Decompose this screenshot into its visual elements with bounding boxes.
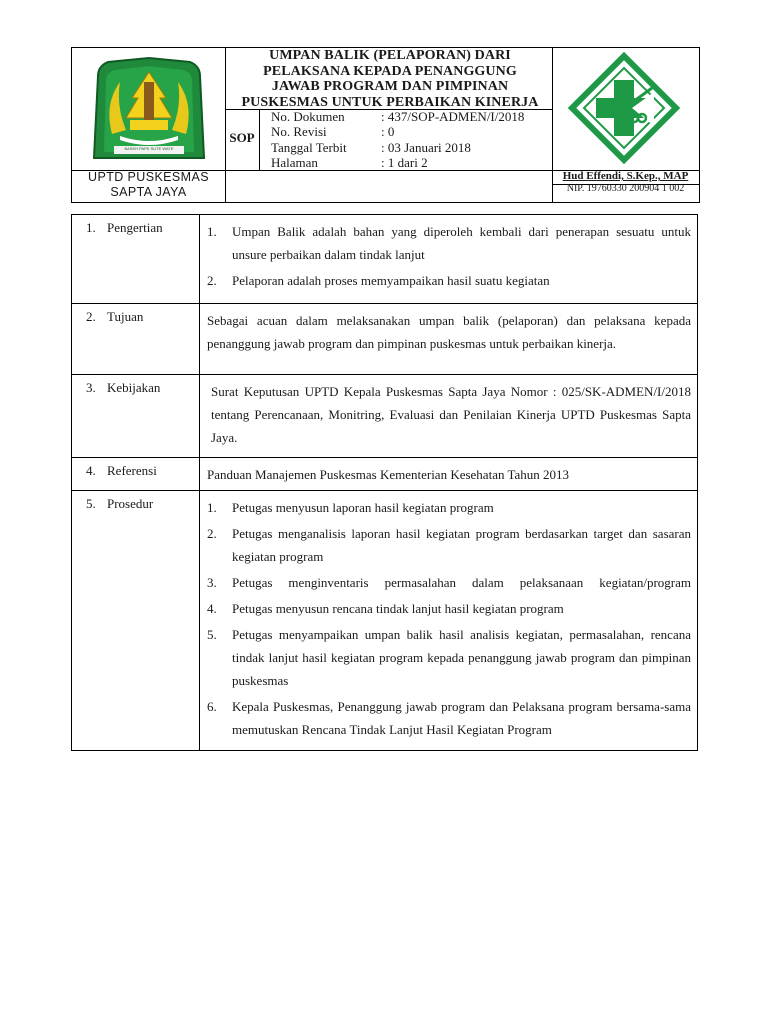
section-content-cell: Panduan Manajemen Puskesmas Kementerian Kesehatan Tahun 2013 bbox=[200, 458, 698, 491]
section-row-tujuan bbox=[72, 304, 698, 375]
meta-row-issue-date bbox=[271, 140, 471, 155]
list-item: 1. Petugas menyusun laporan hasil kegiatan program bbox=[207, 500, 494, 515]
section-number: 4. bbox=[86, 463, 96, 478]
list-item: 4. Petugas menyusun rencana tindak lanjut hasil kegiatan program bbox=[207, 601, 564, 616]
section-label: Prosedur bbox=[107, 496, 154, 511]
section-row-pengertian bbox=[72, 215, 698, 304]
title-line: PELAKSANA KEPADA PENANGGUNG bbox=[263, 63, 517, 79]
section-row-prosedur bbox=[72, 491, 698, 751]
meta-row-document-number bbox=[271, 109, 524, 124]
section-number: 3. bbox=[86, 380, 96, 395]
section-number: 1. bbox=[86, 220, 96, 235]
section-number: 5. bbox=[86, 496, 96, 511]
section-label-cell bbox=[72, 304, 200, 375]
sop-label: SOP bbox=[229, 130, 255, 145]
section-content-cell: Surat Keputusan UPTD Kepala Puskesmas Sapta Jaya Nomor : 025/SK-ADMEN/I/2018 tentang Perencanaan, Monitring, Evaluasi dan Penilaian Kinerja UPTD Puskesmas Sapta Jaya. bbox=[200, 375, 698, 458]
list-item: 1. Umpan Balik adalah bahan yang diperoleh kembali dari penerapan sesuatu untuk unsure perbaikan dalam tindak lanjut bbox=[207, 224, 691, 262]
emblem-motto: BASEH PAPE SUTE WATE bbox=[124, 146, 174, 151]
organization-name bbox=[72, 170, 225, 200]
signatory-name: Hud Effendi, S.Kep., MAP bbox=[562, 170, 689, 182]
meta-row-page bbox=[271, 155, 428, 170]
meta-value: : 03 Januari 2018 bbox=[381, 140, 471, 155]
sop-content-table bbox=[71, 214, 698, 751]
section-label: Tujuan bbox=[107, 309, 144, 324]
org-line: UPTD PUSKESMAS bbox=[88, 170, 209, 184]
org-line: SAPTA JAYA bbox=[110, 185, 187, 199]
section-label: Pengertian bbox=[107, 220, 163, 235]
definition-list bbox=[207, 220, 691, 292]
meta-value: : 437/SOP-ADMEN/I/2018 bbox=[381, 109, 525, 124]
document-header bbox=[71, 47, 700, 203]
signatory-nip: NIP. 19760330 200904 1 002 bbox=[566, 183, 685, 194]
list-item: 6. Kepala Puskesmas, Penanggung jawab program dan Pelaksana program bersama-sama memutuskan Rencana Tindak Lanjut Hasil Kegiatan Program bbox=[207, 699, 691, 737]
meta-key: Tanggal Terbit bbox=[271, 140, 347, 155]
section-content-cell bbox=[200, 215, 698, 304]
section-number: 2. bbox=[86, 309, 96, 324]
header-divider bbox=[259, 109, 260, 170]
meta-value: : 1 dari 2 bbox=[381, 155, 428, 170]
section-label-cell bbox=[72, 491, 200, 751]
section-label-cell bbox=[72, 458, 200, 491]
meta-key: No. Revisi bbox=[271, 124, 327, 139]
section-row-referensi bbox=[72, 458, 698, 491]
list-item: 3. Petugas menginventaris permasalahan dalam pelaksanaan kegiatan/program bbox=[207, 575, 691, 590]
section-row-kebijakan bbox=[72, 375, 698, 458]
section-label: Kebijakan bbox=[107, 380, 161, 395]
meta-key: No. Dokumen bbox=[271, 109, 345, 124]
meta-key: Halaman bbox=[271, 155, 318, 170]
section-label: Referensi bbox=[107, 463, 157, 478]
list-item: 2. Petugas menganalisis laporan hasil kegiatan program berdasarkan target dan sasaran kegiatan program bbox=[207, 526, 691, 564]
meta-value: : 0 bbox=[381, 124, 395, 139]
title-line: UMPAN BALIK (PELAPORAN) DARI bbox=[269, 48, 511, 63]
puskesmas-cross-logo-icon bbox=[568, 52, 680, 164]
procedure-list bbox=[207, 496, 691, 741]
list-item: 5. Petugas menyampaikan umpan balik hasil analisis kegiatan, permasalahan, rencana tindak lanjut hasil kegiatan program kepada penanggung jawab program dan pimpinan puskesmas bbox=[207, 627, 691, 688]
section-label-cell bbox=[72, 215, 200, 304]
section-content-cell: Sebagai acuan dalam melaksanakan umpan balik (pelaporan) dan pelaksana kepada penanggung jawab program dan pimpinan puskesmas untuk perbaikan kinerja. bbox=[200, 304, 698, 375]
title-line: PUSKESMAS UNTUK PERBAIKAN KINERJA bbox=[241, 94, 539, 110]
section-label-cell bbox=[72, 375, 200, 458]
list-item: 2. Pelaporan adalah proses memyampaikan hasil suatu kegiatan bbox=[207, 273, 550, 288]
document-title bbox=[225, 48, 555, 110]
title-line: JAWAB PROGRAM DAN PIMPINAN bbox=[271, 79, 509, 94]
meta-row-revision bbox=[271, 124, 394, 139]
section-content-cell bbox=[200, 491, 698, 751]
